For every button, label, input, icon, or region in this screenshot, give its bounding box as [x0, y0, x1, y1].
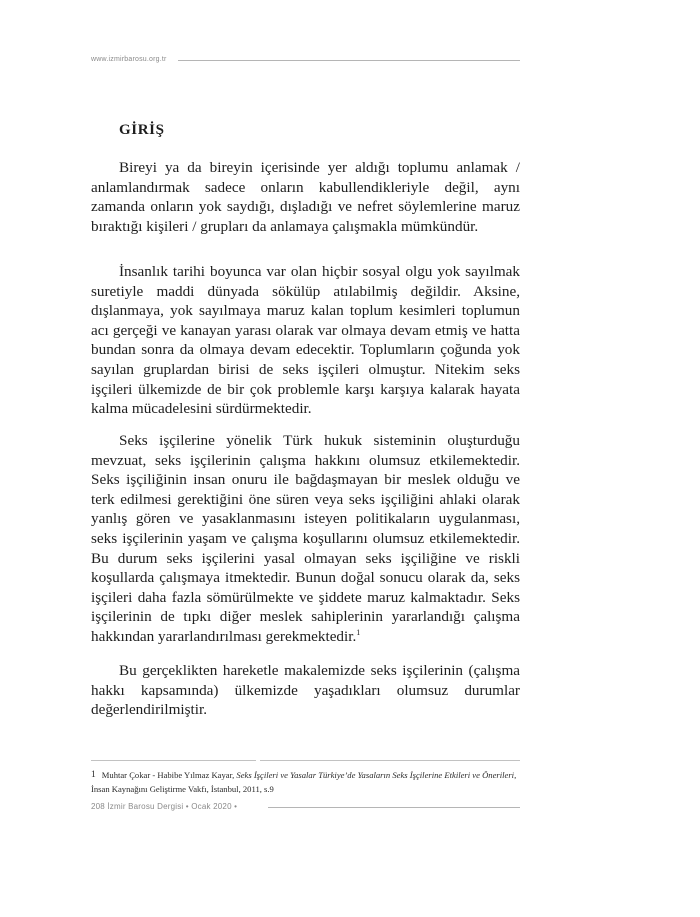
paragraph-1: Bireyi ya da bireyin içerisinde yer aldığı toplumu anlamak / anlamlandırmak sadece onların kabullendikleriyle değil, aynı zamanda onların yok saydığı, dışladığı ve nefret söylemlerine maruz bıraktığı kişileri / grupları da anlamaya çalışmakla mümkündür. — [91, 159, 520, 235]
paragraph-3 — [91, 431, 520, 647]
footnote-title: Seks İşçileri ve Yasalar Türkiye’de Yasaların Seks İşçilerine Etkileri ve Önerileri — [236, 770, 515, 780]
section-heading: GİRİŞ — [119, 122, 165, 138]
footer-rule — [268, 807, 520, 808]
footnote-rest: , İnsan Kaynağını Geliştirme Vakfı, İstanbul, 2011, s.9 — [91, 770, 517, 794]
footnote-separator-right — [260, 760, 520, 761]
footnote — [91, 768, 525, 796]
header-rule — [178, 60, 520, 61]
footer-text: 208 İzmir Barosu Dergisi • Ocak 2020 • — [91, 802, 238, 811]
paragraph-2: İnsanlık tarihi boyunca var olan hiçbir sosyal olgu yok sayılmak suretiyle maddi dünyada sökülüp atılabilmiş değildir. Aksine, dışlanmaya, yok sayılmaya maruz kalan toplum kesimleri toplumun acı gerçeği ve kanayan yarası olarak var olmaya devam etmiş ve hatta bundan sonra da olmaya devam edecektir. Toplumların çoğunda yok sayılan gruplardan birisi de seks işçileri olmuştur. Nitekim seks işçileri ülkemizde de bir çok problemle karşı karşıya kalarak hayata kalma mücadelesini sürdürmektedir. — [91, 263, 520, 418]
footnote-authors: Muhtar Çokar - Habibe Yılmaz Kayar, — [101, 770, 237, 780]
footnote-number: 1 — [91, 770, 96, 780]
paragraph-3-text: Seks işçilerine yönelik Türk hukuk sisteminin oluşturduğu mevzuat, seks işçilerinin çalışma hakkını olumsuz etkilemektedir. Seks işçiliğinin insan onuru ile bağdaşmayan bir meslek olduğu ve terk edilmesi gerektiğini öne süren veya seks işçiliğini ahlaki olarak yanlış gören ve yasaklanmasını isteyen politikaların uygulanması, seks işçilerinin yaşam ve çalışma koşullarını olumsuz etkilemektedir. Bu durum seks işçilerini yasal olmayan seks işçiliğine ve riskli koşullarda çalışmaya itmektedir. Bunun doğal sonucu olarak da, seks işçileri daha fazla sömürülmekte ve şiddete maruz kalmaktadır. Seks işçilerinin de tıpkı diğer meslek sahiplerinin yararlandığı çalışma hakkından yararlandırılması gerekmektedir. — [91, 432, 520, 645]
header-url: www.izmirbarosu.org.tr — [91, 56, 167, 63]
footnote-separator — [91, 760, 256, 761]
footnote-marker[interactable]: 1 — [356, 627, 361, 637]
paragraph-4: Bu gerçeklikten hareketle makalemizde seks işçilerinin (çalışma hakkı kapsamında) ülkemizde yaşadıkları olumsuz durumlar değerlendirilmiştir. — [91, 662, 520, 719]
